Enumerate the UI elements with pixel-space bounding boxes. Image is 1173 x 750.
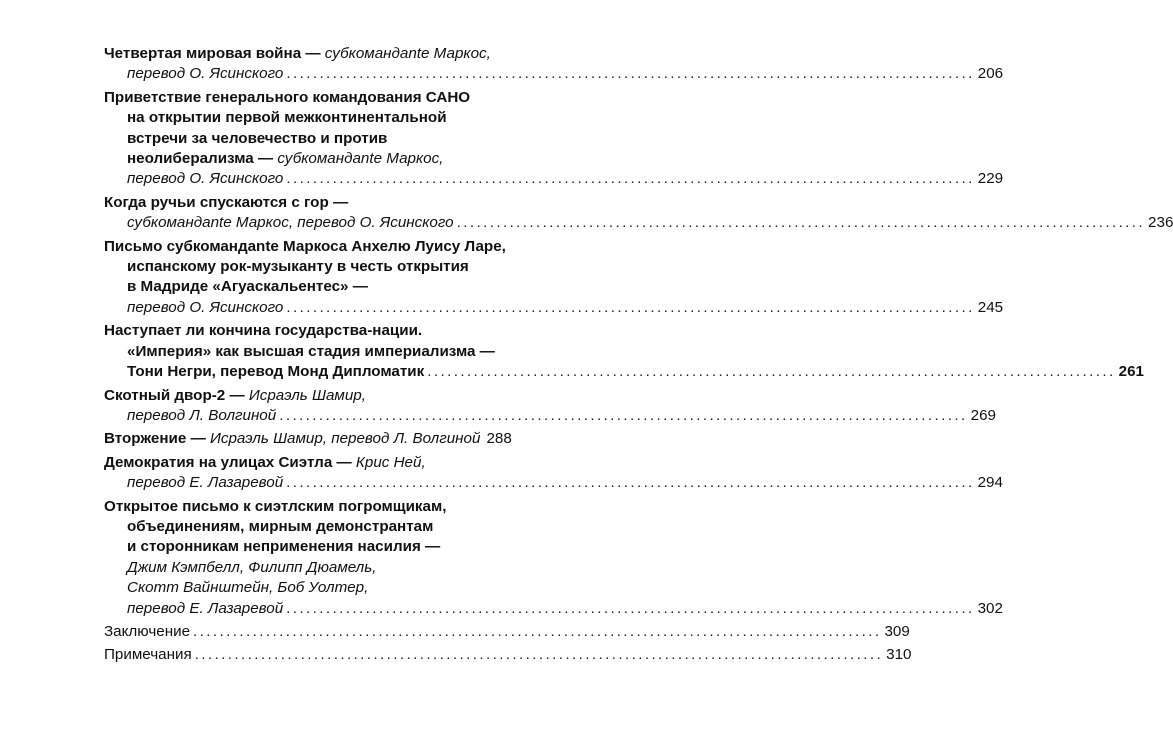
dash-separator: — bbox=[301, 45, 325, 62]
toc-entry-last-line bbox=[104, 213, 1173, 233]
toc-entry-title: Приветствие генерального командования САНО bbox=[104, 88, 471, 106]
dash-separator: — bbox=[348, 278, 368, 296]
page-number: 261 bbox=[1118, 363, 1144, 381]
toc-entry[interactable] bbox=[104, 88, 1004, 190]
dash-separator: — bbox=[186, 430, 210, 448]
dash-separator: — bbox=[328, 193, 349, 211]
dash-separator: — bbox=[225, 386, 249, 404]
toc-entry-author: субкомандante Маркос, bbox=[277, 150, 444, 168]
toc-entry-line bbox=[104, 386, 500, 406]
toc-entry-author: субкомандante Маркос, перевод О. Ясинского bbox=[127, 214, 454, 232]
toc-entry-last-line bbox=[104, 622, 910, 642]
page-number: 229 bbox=[977, 170, 1004, 188]
toc-entry-translator: перевод О. Ясинского bbox=[127, 65, 284, 83]
toc-entry-title: Вторжение bbox=[104, 430, 187, 448]
page-number: 302 bbox=[977, 599, 1003, 617]
toc-entry-title: Наступает ли кончина государства-нации. bbox=[104, 322, 423, 340]
toc-entry-translator: перевод Е. Лазаревой bbox=[127, 474, 284, 492]
toc-entry-author: субкомандante Маркос, bbox=[324, 45, 491, 62]
toc-entry[interactable] bbox=[104, 237, 1004, 319]
toc-entry-title: Скотный двор-2 bbox=[104, 386, 226, 404]
toc-entry[interactable] bbox=[104, 453, 1003, 494]
toc-entry-translator: перевод О. Ясинского bbox=[127, 170, 284, 188]
toc-entry-translator: перевод Е. Лазаревой bbox=[127, 599, 284, 617]
toc-entry[interactable] bbox=[104, 622, 910, 642]
page-number: 245 bbox=[977, 298, 1004, 316]
dot-leader: ........................................................................................................ bbox=[286, 599, 975, 617]
toc-entry-translator: перевод Л. Волгиной bbox=[127, 406, 277, 424]
page-number: 236 bbox=[1148, 214, 1173, 232]
toc-entry-title: Четвертая мировая война bbox=[104, 45, 302, 62]
toc-entry-line bbox=[104, 44, 500, 64]
dash-separator: — bbox=[253, 150, 278, 168]
toc-entry-line bbox=[104, 277, 500, 297]
toc-entry-author: Скотт Вайнштейн, Боб Уолтер, bbox=[127, 579, 369, 597]
toc-entry-title: испанскому рок-музыканту в честь открытия bbox=[127, 258, 469, 276]
dot-leader: ........................................................................................................ bbox=[286, 298, 975, 316]
page-number: 309 bbox=[884, 622, 910, 640]
dash-separator: — bbox=[420, 538, 441, 556]
toc-entry-title: неолиберализма bbox=[127, 150, 254, 168]
dot-leader: ........................................................................................................ bbox=[279, 406, 968, 424]
toc-entry[interactable] bbox=[104, 321, 1144, 382]
toc-entry-title: Когда ручьи спускаются с гор bbox=[104, 193, 329, 211]
page-number: 310 bbox=[886, 646, 912, 664]
table-of-contents bbox=[104, 44, 1173, 666]
toc-entry-line bbox=[104, 453, 500, 473]
toc-entry-line bbox=[104, 537, 500, 557]
page-number: 206 bbox=[977, 65, 1004, 83]
toc-entry-last-line bbox=[104, 429, 512, 449]
toc-entry-author: Крис Ней, bbox=[355, 453, 426, 471]
toc-entry-line bbox=[104, 193, 500, 213]
page-number: 269 bbox=[970, 406, 996, 424]
toc-entry-title: на открытии первой межконтинентальной bbox=[127, 109, 447, 127]
toc-entry-last-line bbox=[104, 64, 1004, 84]
toc-entry-author: Исраэль Шамир, bbox=[248, 386, 366, 404]
toc-entry-title: Письмо субкомандante Маркоса Анхелю Луису Ларе, bbox=[104, 237, 506, 255]
toc-entry-last-line bbox=[104, 298, 1004, 318]
toc-entry[interactable] bbox=[104, 44, 1004, 85]
toc-entry-title: объединениям, мирным демонстрантам bbox=[127, 517, 434, 535]
page-number: 288 bbox=[486, 430, 512, 448]
toc-entry-author: Джим Кэмпбелл, Филипп Дюамель, bbox=[127, 558, 377, 576]
toc-entry-last-line bbox=[104, 362, 1144, 382]
toc-entry-last-line bbox=[104, 473, 1003, 493]
dot-leader: ........................................................................................................ bbox=[286, 474, 975, 492]
toc-entry[interactable] bbox=[104, 193, 1173, 234]
toc-entry-last-line bbox=[104, 599, 1003, 619]
toc-entry-title: «Империя» как высшая стадия империализма — bbox=[127, 342, 495, 360]
dot-leader: ........................................................................................................ bbox=[427, 363, 1116, 381]
page-number: 294 bbox=[977, 474, 1003, 492]
toc-entry[interactable] bbox=[104, 429, 512, 449]
dot-leader: ........................................................................................................ bbox=[456, 214, 1146, 232]
dash-separator: — bbox=[332, 453, 356, 471]
toc-entry-title: Заключение bbox=[104, 622, 191, 640]
dot-leader: ........................................................................................................ bbox=[193, 622, 882, 640]
dot-leader: ........................................................................................................ bbox=[286, 170, 975, 188]
toc-entry-title: Демократия на улицах Сиэтла bbox=[104, 453, 333, 471]
toc-entry-author: Исраэль Шамир, перевод Л. Волгиной bbox=[209, 430, 481, 448]
toc-entry-line bbox=[104, 149, 500, 169]
toc-entry-last-line bbox=[104, 645, 912, 665]
toc-entry-title: встречи за человечество и против bbox=[127, 129, 388, 147]
toc-entry[interactable] bbox=[104, 645, 912, 665]
dot-leader: ........................................................................................................ bbox=[194, 646, 884, 664]
toc-entry-title: и сторонникам неприменения насилия bbox=[127, 538, 421, 556]
toc-entry-title: Открытое письмо к сиэтлским погромщикам, bbox=[104, 497, 447, 515]
toc-entry-title: в Мадриде «Агуаскальентес» bbox=[127, 278, 349, 296]
toc-entry[interactable] bbox=[104, 497, 1003, 619]
toc-entry-author: Тони Негри, перевод Монд Дипломатик bbox=[127, 363, 425, 381]
toc-entry-title: Примечания bbox=[104, 646, 192, 664]
toc-entry-translator: перевод О. Ясинского bbox=[127, 298, 284, 316]
toc-entry-last-line bbox=[104, 169, 1004, 189]
toc-entry-last-line bbox=[104, 406, 996, 426]
dot-leader: ........................................................................................................ bbox=[286, 65, 975, 83]
toc-entry[interactable] bbox=[104, 386, 996, 427]
